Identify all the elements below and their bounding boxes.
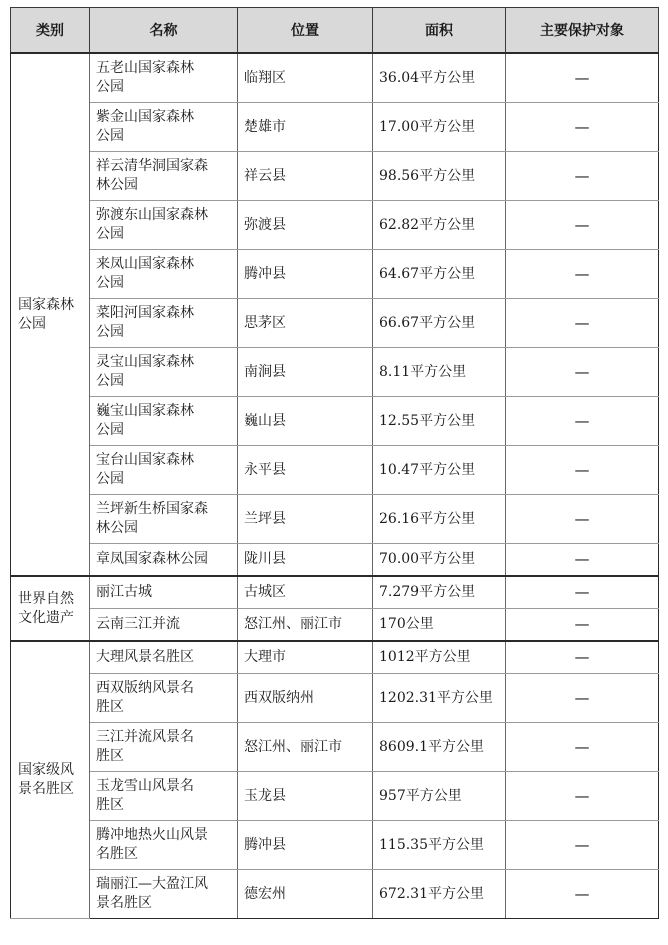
name-cell: 云南三江并流 [90, 609, 238, 642]
protected-object-cell: — [506, 641, 659, 674]
location-cell: 临翔区 [238, 53, 373, 103]
name-cell: 大理风景名胜区 [90, 641, 238, 674]
area-cell: 12.55平方公里 [373, 397, 506, 446]
protected-object-cell: — [506, 103, 659, 152]
header-category: 类别 [11, 8, 90, 54]
area-cell: 957平方公里 [373, 772, 506, 821]
name-cell: 玉龙雪山风景名 胜区 [90, 772, 238, 821]
table-row [11, 544, 659, 577]
protected-object-cell: — [506, 397, 659, 446]
area-cell: 672.31平方公里 [373, 870, 506, 919]
table-row [11, 576, 659, 609]
area-cell: 115.35平方公里 [373, 821, 506, 870]
header-name: 名称 [90, 8, 238, 54]
table-row [11, 446, 659, 495]
table-body [11, 53, 659, 919]
location-cell: 巍山县 [238, 397, 373, 446]
table-row [11, 348, 659, 397]
table-row [11, 723, 659, 772]
location-cell: 腾冲县 [238, 250, 373, 299]
location-cell: 怒江州、丽江市 [238, 723, 373, 772]
header-area: 面积 [373, 8, 506, 54]
table-header [11, 8, 659, 54]
protected-object-cell: — [506, 870, 659, 919]
category-cell: 世界自然 文化遗产 [11, 576, 90, 641]
table-row [11, 397, 659, 446]
area-cell: 17.00平方公里 [373, 103, 506, 152]
protected-areas-table [10, 7, 659, 919]
name-cell: 兰坪新生桥国家森 林公园 [90, 495, 238, 544]
protected-object-cell: — [506, 544, 659, 577]
name-cell: 五老山国家森林 公园 [90, 53, 238, 103]
name-cell: 章凤国家森林公园 [90, 544, 238, 577]
protected-object-cell: — [506, 201, 659, 250]
table-row [11, 609, 659, 642]
name-cell: 宝台山国家森林 公园 [90, 446, 238, 495]
name-cell: 三江并流风景名 胜区 [90, 723, 238, 772]
protected-object-cell: — [506, 250, 659, 299]
table-row [11, 495, 659, 544]
area-cell: 70.00平方公里 [373, 544, 506, 577]
table-row [11, 250, 659, 299]
protected-object-cell: — [506, 446, 659, 495]
table-row [11, 103, 659, 152]
protected-object-cell: — [506, 576, 659, 609]
name-cell: 瑞丽江—大盈江风 景名胜区 [90, 870, 238, 919]
protected-object-cell: — [506, 674, 659, 723]
name-cell: 巍宝山国家森林 公园 [90, 397, 238, 446]
table-row [11, 641, 659, 674]
name-cell: 灵宝山国家森林 公园 [90, 348, 238, 397]
location-cell: 祥云县 [238, 152, 373, 201]
protected-object-cell: — [506, 348, 659, 397]
location-cell: 永平县 [238, 446, 373, 495]
area-cell: 170公里 [373, 609, 506, 642]
header-protected-object: 主要保护对象 [506, 8, 659, 54]
name-cell: 祥云清华洞国家森 林公园 [90, 152, 238, 201]
category-cell: 国家级风 景名胜区 [11, 641, 90, 919]
area-cell: 8609.1平方公里 [373, 723, 506, 772]
table-row [11, 821, 659, 870]
area-cell: 26.16平方公里 [373, 495, 506, 544]
category-cell: 国家森林 公园 [11, 53, 90, 576]
location-cell: 弥渡县 [238, 201, 373, 250]
location-cell: 南涧县 [238, 348, 373, 397]
protected-object-cell: — [506, 299, 659, 348]
protected-object-cell: — [506, 152, 659, 201]
protected-object-cell: — [506, 772, 659, 821]
table-row [11, 870, 659, 919]
name-cell: 西双版纳风景名 胜区 [90, 674, 238, 723]
header-location: 位置 [238, 8, 373, 54]
table-row [11, 201, 659, 250]
location-cell: 楚雄市 [238, 103, 373, 152]
table-row [11, 674, 659, 723]
area-cell: 64.67平方公里 [373, 250, 506, 299]
table-row [11, 152, 659, 201]
area-cell: 36.04平方公里 [373, 53, 506, 103]
table-row [11, 772, 659, 821]
area-cell: 62.82平方公里 [373, 201, 506, 250]
protected-object-cell: — [506, 53, 659, 103]
area-cell: 7.279平方公里 [373, 576, 506, 609]
protected-object-cell: — [506, 821, 659, 870]
name-cell: 菜阳河国家森林 公园 [90, 299, 238, 348]
protected-object-cell: — [506, 609, 659, 642]
protected-object-cell: — [506, 495, 659, 544]
location-cell: 思茅区 [238, 299, 373, 348]
area-cell: 1012平方公里 [373, 641, 506, 674]
name-cell: 腾冲地热火山风景 名胜区 [90, 821, 238, 870]
name-cell: 弥渡东山国家森林 公园 [90, 201, 238, 250]
location-cell: 大理市 [238, 641, 373, 674]
location-cell: 怒江州、丽江市 [238, 609, 373, 642]
area-cell: 98.56平方公里 [373, 152, 506, 201]
location-cell: 玉龙县 [238, 772, 373, 821]
name-cell: 来凤山国家森林 公园 [90, 250, 238, 299]
location-cell: 西双版纳州 [238, 674, 373, 723]
area-cell: 8.11平方公里 [373, 348, 506, 397]
location-cell: 德宏州 [238, 870, 373, 919]
location-cell: 古城区 [238, 576, 373, 609]
location-cell: 腾冲县 [238, 821, 373, 870]
area-cell: 66.67平方公里 [373, 299, 506, 348]
area-cell: 1202.31平方公里 [373, 674, 506, 723]
table-row [11, 299, 659, 348]
protected-object-cell: — [506, 723, 659, 772]
name-cell: 丽江古城 [90, 576, 238, 609]
table-row [11, 53, 659, 103]
document-page [10, 7, 659, 919]
location-cell: 兰坪县 [238, 495, 373, 544]
name-cell: 紫金山国家森林 公园 [90, 103, 238, 152]
area-cell: 10.47平方公里 [373, 446, 506, 495]
location-cell: 陇川县 [238, 544, 373, 577]
